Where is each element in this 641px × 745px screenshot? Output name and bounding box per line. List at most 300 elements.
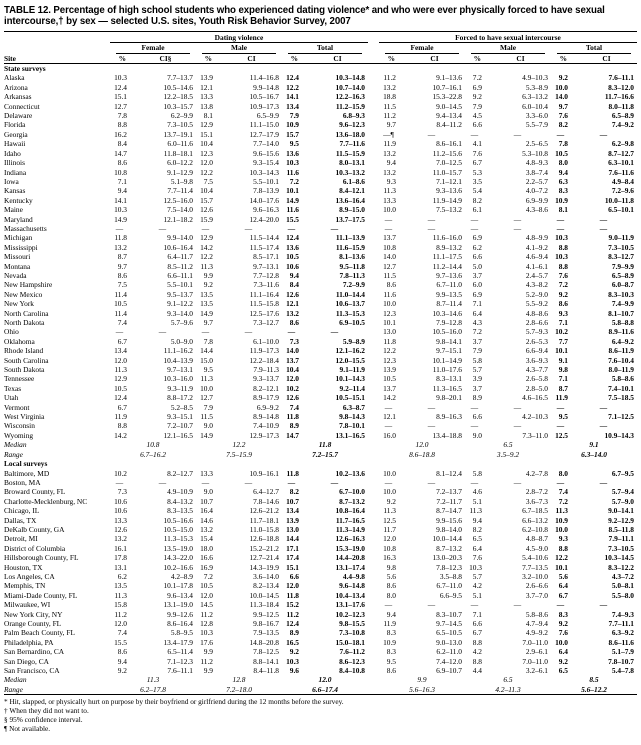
corner-cell [4,31,110,42]
ci-value: 6.6–9.4 [525,346,548,356]
table-row [4,506,637,515]
percent-value: 7.2 [289,176,299,186]
column-gap [368,516,379,525]
ci-value: 4.9–10.3 [522,73,548,83]
ci-value: 5.7–9.6 [170,318,193,327]
column-gap [368,280,379,289]
column-gap [368,685,379,695]
table-row [4,196,637,205]
column-gap [368,73,379,82]
table-row [4,478,637,487]
percent-value: 9.4 [386,609,396,619]
ci-value: — [513,477,522,487]
ci-value: 6.5–10.1 [608,205,634,215]
percent-value: 12.1 [286,299,299,309]
ci-value: 7.4–9.2 [611,120,634,130]
table-row [4,168,637,177]
ci-value: — [244,477,253,487]
percent-value: 11.7 [383,524,396,534]
percent-value: 11.2 [383,111,396,121]
ci-value: 7.2–9.9 [342,280,365,290]
site-name: North Dakota [4,318,45,327]
percent-value: 10.1 [555,562,568,572]
site-column-header: Site [4,54,110,64]
percent-value: 4.2 [472,581,482,591]
site-name: Chicago, IL [4,506,40,516]
percent-column-header: % [551,54,576,64]
percent-value: 8.2 [472,195,482,205]
percent-value: 10.2 [555,327,568,337]
percent-value: 3.9 [472,374,482,384]
group-header-forced-intercourse: Forced to have sexual intercourse [379,31,637,42]
percent-value: 18.0 [200,543,213,553]
ci-value: 10.2–13.6 [335,468,365,478]
percent-value: 13.7 [383,383,396,393]
percent-value: 13.4 [114,346,127,356]
ci-value: 5.5–10.1 [167,280,193,290]
percent-value: 14.4 [200,346,213,356]
percent-value: 11.8 [383,336,396,346]
percent-value: 8.9 [472,393,482,403]
ci-value: 9.3–15.1 [167,412,193,422]
percent-value: 11.6 [286,205,299,215]
column-gap [368,374,379,383]
ci-value: 7.3–10.5 [608,543,634,553]
ci-value: 6.7–11.0 [436,581,462,591]
ci-value: 3.2–10.0 [522,571,548,581]
percent-value: 8.6 [386,581,396,591]
percent-value: 8.8 [472,656,482,666]
ci-value: 12.2–18.4 [249,355,279,365]
table-row [4,553,637,562]
percent-value: 9.4 [386,158,396,168]
percent-value: 10.0 [383,487,396,497]
site-name: Kentucky [4,195,33,205]
table-row [4,487,637,496]
ci-value: 4.8–8.6 [525,308,548,318]
ci-value: 13.4–18.8 [432,430,462,440]
ci-value: — [599,402,608,412]
table-row [4,356,637,365]
percent-value: 15.4 [200,534,213,544]
percent-value: 7.9 [289,111,299,121]
table-body [4,64,637,695]
percent-value: 7.6 [558,270,568,280]
percent-value: 10.5 [114,299,127,309]
ci-value: 10.3–15.7 [163,101,193,111]
percent-value: 9.9 [203,647,213,657]
ci-value: 2.6–5.8 [525,374,548,384]
percent-value: 12.6 [114,524,127,534]
site-name: Georgia [4,129,28,139]
percent-value: 12.0 [200,590,213,600]
ci-value: 6.6–9.5 [439,590,462,600]
percent-value: 13.8 [200,101,213,111]
percent-value: 10.0 [555,637,568,647]
percent-value: 13.7 [286,355,299,365]
site-name: North Carolina [4,308,49,318]
site-name: Arkansas [4,92,32,102]
ci-value: 8.0–13.1 [339,158,365,168]
percent-value: 3.7 [472,270,482,280]
ci-value: 6.5–8.9 [611,111,634,121]
column-gap [368,271,379,280]
percent-value: 9.7 [203,318,213,327]
percent-value: 4.5 [472,111,482,121]
subgroup-male-label: Male [471,43,545,53]
ci-value: 4.9–8.4 [611,176,634,186]
percent-value: — [201,327,210,337]
ci-value: 5.9–8.9 [342,336,365,346]
ci-value: 11.5–15.8 [249,299,279,309]
ci-value: 13.5–19.0 [163,543,193,553]
percent-value: 9.5 [203,365,213,375]
ci-value: 10.4–13.4 [335,590,365,600]
ci-value: 11.1–15.0 [249,120,279,130]
ci-value: 10.1–14.9 [432,355,462,365]
ci-value: 3.6–9.3 [525,355,548,365]
ci-value: — [330,223,339,233]
ci-value: 4.2–8.9 [170,571,193,581]
site-name: San Francisco, CA [4,666,60,676]
percent-value: 14.2 [383,393,396,403]
ci-value: 7.8–12.5 [253,647,279,657]
ci-value: 6.2–9.8 [611,139,634,149]
percent-value: 8.6 [117,270,127,280]
site-name: New Mexico [4,289,43,299]
percent-value: 8.3 [558,609,568,619]
column-gap [368,318,379,327]
percent-value: 5.6 [558,571,568,581]
percent-value: 10.3 [114,205,127,215]
percent-value: 7.2 [203,571,213,581]
percent-value: 7.5 [117,280,127,290]
site-name: Alaska [4,73,25,83]
ci-value: 9.3–13.7 [253,374,279,384]
table-row [4,299,637,308]
percent-value: 7.5 [203,176,213,186]
percent-value: 9.5 [558,412,568,422]
ci-value: 12.7–21.4 [249,553,279,563]
ci-value: 9.5–13.7 [167,289,193,299]
ci-value: 7.1–12.5 [608,412,634,422]
ci-value: 6.4–9.2 [611,336,634,346]
column-gap [368,215,379,224]
ci-value: 6.9–9.2 [256,402,279,412]
percent-value: 9.2 [289,647,299,657]
ci-value: 11.6–16.0 [432,233,462,243]
ci-value: 6.9–10.7 [436,666,462,676]
site-name: Missouri [4,252,31,262]
ci-value: 15.3–19.0 [335,543,365,553]
ci-value: 10.9–14.3 [604,430,634,440]
percent-value: 12.2 [200,167,213,177]
percent-value: 6.5 [558,666,568,676]
percent-value: 14.9 [286,195,299,205]
percent-value: 10.7 [200,496,213,506]
percent-value: 11.2 [383,73,396,83]
ci-value: 10.3–16.0 [163,374,193,384]
ci-value: 11.0–15.8 [249,524,279,534]
ci-column-header: CI§ [135,54,196,64]
column-gap [368,262,379,271]
summary-row [4,440,637,449]
percent-value: 8.2 [558,120,568,130]
ci-value: 9.6–16.3 [253,205,279,215]
ci-value: 6.1–10.0 [253,336,279,346]
ci-value: 7.4–10.1 [608,383,634,393]
ci-value: 10.1–14.3 [335,374,365,384]
site-name: Rhode Island [4,346,44,356]
ci-value: 5.5–7.9 [525,120,548,130]
percent-value: 14.2 [200,242,213,252]
ci-value: 7.8–14.6 [253,496,279,506]
percent-value: 11.4 [114,308,127,318]
percent-value: — [201,223,210,233]
percent-value: 9.3 [386,176,396,186]
site-name: Milwaukee, WI [4,600,51,610]
ci-value: 2.8–6.6 [525,318,548,327]
ci-value: 8.2–12.1 [253,383,279,393]
ci-value: 8.4–13.2 [167,496,193,506]
column-gap [368,337,379,346]
percent-value: 13.5 [200,299,213,309]
percent-value: 8.8 [558,261,568,271]
percent-value: 13.2 [286,308,299,318]
percent-value: — [470,214,479,224]
percent-value: 13.0 [383,327,396,337]
percent-value: 7.4 [558,487,568,497]
column-gap [368,638,379,647]
subgroup-header-row [4,43,637,54]
percent-value: 10.3 [555,252,568,262]
ci-value: 7.2–9.6 [611,186,634,196]
percent-value: 13.4 [286,101,299,111]
ci-value: 8.4–10.8 [339,666,365,676]
percent-value: 13.3 [383,195,396,205]
table-row [4,327,637,336]
ci-value: — [513,402,522,412]
column-gap [368,421,379,430]
column-gap [368,83,379,92]
ci-value: 5.7–9.0 [611,496,634,506]
ci-value: 14.3–19.9 [249,562,279,572]
percent-value: 12.0 [286,374,299,384]
column-gap [368,111,379,120]
column-gap [368,647,379,656]
percent-value: 14.1 [286,92,299,102]
ci-value: 6.2–11.0 [436,647,462,657]
table-title: TABLE 12. Percentage of high school students who experienced dating violence* and who were ever physically forced to have sexual intercourse,† by sex — selected U.S. sites, Youth Risk Behavior Survey, 2007 [4,5,605,28]
percent-value: 11.3 [114,365,127,375]
percent-value: 14.9 [200,308,213,318]
ci-value: 12.5–16.0 [163,195,193,205]
ci-value: 6.4–12.7 [253,487,279,497]
percent-value: 9.2 [558,619,568,628]
percent-value: 14.1 [114,195,127,205]
percent-value: 14.9 [114,214,127,224]
ci-value: 9.6–15.6 [253,148,279,158]
percent-value: 11.3 [469,506,482,516]
summary-value: 7.2–15.7 [312,449,338,459]
ci-value: 7.2–11.7 [436,496,462,506]
percent-value: 12.7 [383,261,396,271]
ci-value: 8.9–16.3 [436,412,462,422]
ci-value: 7.9–11.3 [253,365,279,375]
percent-value: — [556,214,565,224]
percent-value: — [115,477,124,487]
ci-value: 11.1–13.9 [335,233,365,243]
percent-value: 8.1 [558,205,568,215]
percent-value: — [470,129,479,139]
ci-value: 4.1–6.1 [525,261,548,271]
ci-value: 11.3–14.9 [335,524,365,534]
site-name: Houston, TX [4,562,43,572]
summary-label: Median [4,440,27,450]
column-gap [368,610,379,619]
ci-value: 9.9–15.6 [436,515,462,525]
percent-value: 15.1 [114,92,127,102]
percent-value: 7.1 [472,299,482,309]
subgroup-total-label: Total [288,43,362,53]
percent-value: 10.8 [383,543,396,553]
percent-value: 5.3 [472,167,482,177]
ci-value: 11.2–15.9 [335,101,365,111]
ci-value: 10.6–16.4 [163,242,193,252]
ci-value: 9.7–13.6 [436,270,462,280]
ci-value: 9.3–14.0 [167,308,193,318]
ci-value: 7.7–13.5 [522,562,548,572]
percent-value: 12.4 [286,619,299,628]
percent-value: 11.5 [383,270,396,280]
column-gap [368,327,379,336]
percent-value: 14.9 [200,430,213,440]
site-name: District of Columbia [4,543,66,553]
column-gap [368,290,379,299]
table-row [4,600,637,609]
ci-value: — [513,223,522,233]
ci-value: 5.5–10.1 [253,176,279,186]
table-row [4,73,637,82]
site-name: Maryland [4,214,33,224]
column-gap [368,563,379,572]
ci-value: 10.6–13.7 [335,299,365,309]
ci-value: 7.8–12.3 [436,562,462,572]
ci-value: — [330,477,339,487]
percent-value: 11.2 [200,656,213,666]
ci-value: — [599,477,608,487]
column-gap [368,365,379,374]
percent-value: 15.2 [286,600,299,610]
percent-value: 7.3 [117,487,127,497]
percent-value: 10.1 [286,186,299,196]
site-name: Florida [4,120,26,130]
ci-value: 8.7–13.2 [436,543,462,553]
column-gap [368,403,379,412]
table-row [4,572,637,581]
ci-column-header: CI [307,54,368,64]
table-row [4,271,637,280]
percent-value: 13.9 [200,73,213,83]
column-gap [368,393,379,402]
table-row [4,657,637,666]
percent-value: 10.1 [383,318,396,327]
table-row [4,393,637,402]
percent-value: 12.2 [286,82,299,92]
percent-value: 10.0 [555,82,568,92]
percent-value: 10.5 [383,374,396,384]
ci-value: 7.5–14.0 [167,205,193,215]
percent-value: 7.1 [117,176,127,186]
column-gap [368,666,379,675]
column-gap [368,130,379,139]
percent-value: 3.7 [472,383,482,393]
table-row [4,628,637,637]
column-gap [368,43,379,54]
ci-value: 3.3–6.0 [525,111,548,121]
percent-value: 11.9 [114,412,127,422]
ci-value: 7.4–12.0 [436,656,462,666]
percent-value: — [384,421,393,431]
percent-value: 14.2 [114,430,127,440]
percent-column-header: % [196,54,221,64]
percent-value: 6.7 [117,402,127,412]
ci-value: 8.3–12.2 [608,562,634,572]
percent-value: 11.6 [383,289,396,299]
ci-value: 11.7–16.6 [604,92,634,102]
site-name: Idaho [4,148,21,158]
percent-value: — [384,477,393,487]
percent-value: 16.6 [200,553,213,563]
ci-value: 6.2–10.8 [522,524,548,534]
ci-value: 11.3–15.3 [163,534,193,544]
footnotes [4,698,637,733]
ci-value: 13.4–17.9 [163,637,193,647]
ci-value: 11.2–15.6 [432,148,462,158]
ci-value: 9.8–14.0 [436,524,462,534]
column-gap [368,506,379,515]
column-gap [368,177,379,186]
ci-value: 9.9–12.5 [253,609,279,619]
ci-value: — [244,327,253,337]
ci-value: 8.7–13.2 [339,496,365,506]
ci-value: 8.1–12.4 [436,468,462,478]
percent-value: 10.0 [383,205,396,215]
percent-value: 7.2 [558,280,568,290]
percent-value: 16.4 [200,506,213,516]
percent-value: 10.5 [555,148,568,158]
percent-value: 12.6 [200,205,213,215]
table-row [4,497,637,506]
summary-value: 6.5 [503,440,513,450]
percent-value: — [556,421,565,431]
ci-value: — [158,223,167,233]
summary-value: 6.2–17.8 [110,685,196,695]
percent-value: 8.3 [386,647,396,657]
ci-value: 7.3–10.5 [167,120,193,130]
ci-column-header: CI [576,54,637,64]
percent-value: 12.3 [383,355,396,365]
ci-value: 2.9–6.1 [525,647,548,657]
ci-value: 7.9–12.8 [436,318,462,327]
percent-value: 10.9 [555,515,568,525]
percent-value: 14.7 [114,148,127,158]
percent-value: 5.0 [472,261,482,271]
table-row [4,534,637,543]
percent-value: 6.7 [117,336,127,346]
ci-value: 5.1–9.8 [170,176,193,186]
percent-value: 6.4 [472,543,482,553]
